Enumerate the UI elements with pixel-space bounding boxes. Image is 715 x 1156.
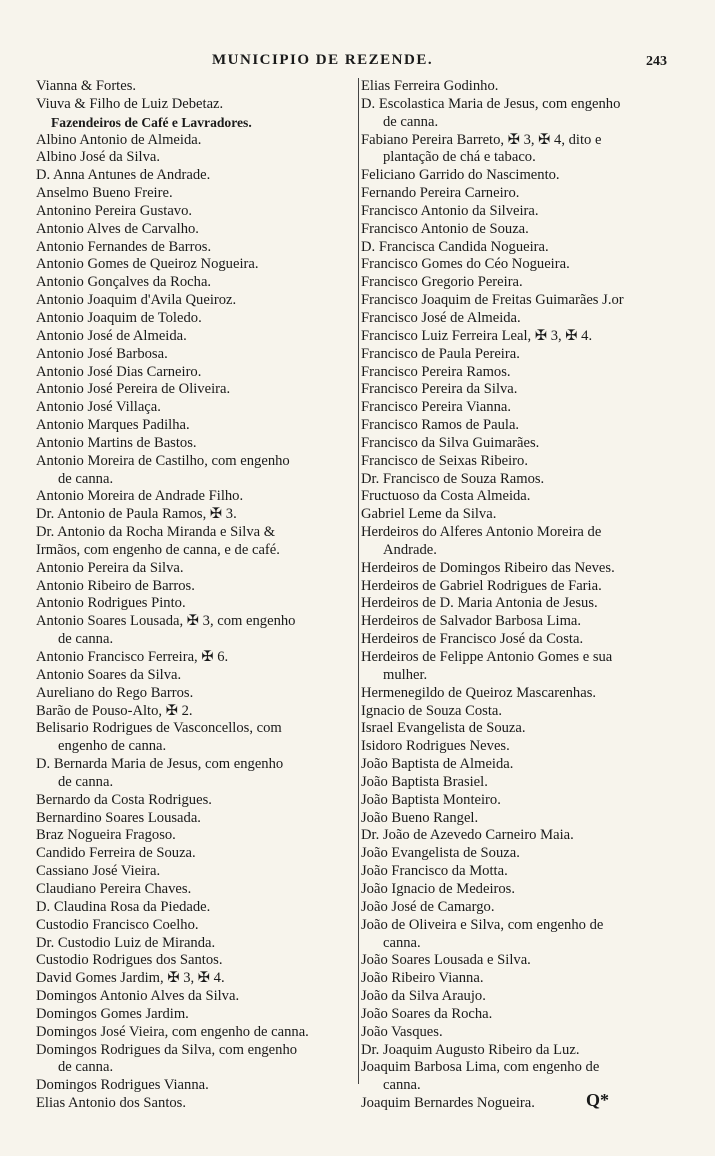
- list-item: Dr. Francisco de Souza Ramos.: [361, 470, 545, 487]
- list-item: Antonio Gonçalves da Rocha.: [36, 274, 212, 291]
- list-item: Viuva & Filho de Luiz Debetaz.: [36, 95, 224, 112]
- list-item: Braz Nogueira Fragoso.: [36, 827, 176, 844]
- list-item: Francisco Pereira da Silva.: [361, 381, 518, 398]
- list-item: Gabriel Leme da Silva.: [361, 506, 497, 523]
- list-item: Belisario Rodrigues de Vasconcellos, com: [36, 720, 282, 737]
- list-item: Joaquim Bernardes Nogueira.: [361, 1095, 535, 1112]
- list-item: Herdeiros do Alferes Antonio Moreira de: [361, 524, 602, 541]
- list-item: Candido Ferreira de Souza.: [36, 845, 196, 862]
- list-item: Joaquim Barbosa Lima, com engenho de: [361, 1059, 600, 1076]
- list-item: Antonio Soares Lousada, ✠ 3, com engenho: [36, 613, 296, 630]
- list-item: Francisco Luiz Ferreira Leal, ✠ 3, ✠ 4.: [361, 327, 593, 344]
- list-item: Aureliano do Rego Barros.: [36, 684, 194, 701]
- list-item: Domingos José Vieira, com engenho de canna.: [36, 1023, 309, 1040]
- list-item: Francisco de Seixas Ribeiro.: [361, 452, 528, 469]
- list-item: Elias Ferreira Godinho.: [361, 78, 499, 94]
- list-item: João Ignacio de Medeiros.: [361, 880, 515, 897]
- list-item: Dr. Joaquim Augusto Ribeiro da Luz.: [361, 1041, 580, 1058]
- list-item: Anselmo Bueno Freire.: [36, 185, 173, 202]
- list-item: João Soares Lousada e Silva.: [361, 952, 531, 969]
- list-item: Antonio Ribeiro de Barros.: [36, 577, 195, 594]
- list-item: Domingos Rodrigues Vianna.: [36, 1077, 209, 1094]
- list-item: João José de Camargo.: [361, 898, 495, 915]
- list-item: Dr. Custodio Luiz de Miranda.: [36, 934, 216, 951]
- list-item: Ignacio de Souza Costa.: [361, 702, 503, 719]
- list-item: D. Bernarda Maria de Jesus, com engenho: [36, 756, 284, 773]
- list-item: Antonio Pereira da Silva.: [36, 559, 184, 576]
- list-item: Domingos Rodrigues da Silva, com engenho: [36, 1041, 298, 1058]
- list-item: Herdeiros de Francisco José da Costa.: [361, 631, 584, 648]
- list-item: engenho de canna.: [58, 738, 167, 755]
- list-item: Francisco Joaquim de Freitas Guimarães J.or: [361, 292, 624, 309]
- list-item: Antonio Joaquim de Toledo.: [36, 309, 202, 326]
- list-item: Andrade.: [383, 541, 437, 558]
- list-item: Bernardino Soares Lousada.: [36, 809, 201, 826]
- list-item: Antonio Alves de Carvalho.: [36, 220, 199, 237]
- list-item: Antonio José Dias Carneiro.: [36, 363, 202, 380]
- list-item: Herdeiros de D. Maria Antonia de Jesus.: [361, 595, 598, 612]
- list-item: Francisco Ramos de Paula.: [361, 417, 520, 434]
- list-item: Antonio Martins de Bastos.: [36, 434, 197, 451]
- list-item: D. Escolastica Maria de Jesus, com engenho: [361, 95, 621, 112]
- list-item: Domingos Gomes Jardim.: [36, 1005, 189, 1022]
- list-item: de canna.: [383, 113, 439, 130]
- list-item: de canna.: [58, 1059, 114, 1076]
- list-item: Custodio Rodrigues dos Santos.: [36, 952, 223, 969]
- list-item: Antonio José Barbosa.: [36, 345, 168, 362]
- list-item: Herdeiros de Salvador Barbosa Lima.: [361, 613, 582, 630]
- list-item: canna.: [383, 1077, 421, 1094]
- left-column: [36, 78, 360, 1113]
- list-item: Francisco de Paula Pereira.: [361, 345, 520, 362]
- list-item: João da Silva Araujo.: [361, 988, 486, 1005]
- list-item: Custodio Francisco Coelho.: [36, 916, 199, 933]
- list-item: mulher.: [383, 666, 428, 683]
- list-item: Herdeiros de Gabriel Rodrigues de Faria.: [361, 577, 602, 594]
- list-item: D. Claudina Rosa da Piedade.: [36, 898, 211, 915]
- page-number: 243: [646, 54, 667, 69]
- list-item: Herdeiros de Felippe Antonio Gomes e sua: [361, 649, 613, 665]
- list-item: Antonio José de Almeida.: [36, 327, 187, 344]
- list-item: plantação de chá e tabaco.: [383, 149, 536, 166]
- right-column: [361, 78, 691, 1113]
- list-item: Barão de Pouso-Alto, ✠ 2.: [36, 702, 193, 719]
- list-item: Francisco Pereira Ramos.: [361, 363, 511, 380]
- list-item: Hermenegildo de Queiroz Mascarenhas.: [361, 684, 597, 701]
- list-item: Herdeiros de Domingos Ribeiro das Neves.: [361, 559, 615, 576]
- list-item: Claudiano Pereira Chaves.: [36, 880, 192, 897]
- list-item: Dr. Antonio de Paula Ramos, ✠ 3.: [36, 506, 237, 523]
- column-divider: [358, 78, 359, 1084]
- list-item: João Bueno Rangel.: [361, 809, 479, 826]
- list-item: João Evangelista de Souza.: [361, 845, 520, 862]
- list-item: Feliciano Garrido do Nascimento.: [361, 167, 560, 184]
- list-item: João Baptista Monteiro.: [361, 791, 501, 808]
- list-item: Irmãos, com engenho de canna, e de café.: [36, 541, 280, 558]
- list-item: Antonino Pereira Gustavo.: [36, 202, 193, 219]
- list-item: D. Francisca Candida Nogueira.: [361, 238, 549, 255]
- list-item: João Ribeiro Vianna.: [361, 970, 484, 987]
- list-item: João Baptista de Almeida.: [361, 756, 514, 773]
- list-item: João Vasques.: [361, 1023, 443, 1040]
- list-item: canna.: [383, 934, 421, 951]
- list-item: Antonio Soares da Silva.: [36, 666, 182, 683]
- list-item: Francisco José de Almeida.: [361, 309, 521, 326]
- list-item: Vianna & Fortes.: [36, 78, 137, 94]
- list-item: Israel Evangelista de Souza.: [361, 720, 526, 737]
- list-item: Francisco Gomes do Céo Nogueira.: [361, 256, 570, 273]
- list-item: Antonio Marques Padilha.: [36, 417, 190, 434]
- list-item: Dr. João de Azevedo Carneiro Maia.: [361, 827, 574, 844]
- list-item: Isidoro Rodrigues Neves.: [361, 738, 510, 755]
- list-item: Elias Antonio dos Santos.: [36, 1095, 186, 1112]
- list-item: Dr. Antonio da Rocha Miranda e Silva &: [36, 524, 276, 541]
- list-item: Domingos Antonio Alves da Silva.: [36, 988, 240, 1005]
- list-item: Antonio Joaquim d'Avila Queiroz.: [36, 292, 237, 309]
- list-item: Antonio Francisco Ferreira, ✠ 6.: [36, 649, 229, 665]
- list-item: Albino Antonio de Almeida.: [36, 131, 202, 148]
- list-item: Albino José da Silva.: [36, 149, 161, 166]
- list-item: Antonio Moreira de Castilho, com engenho: [36, 452, 290, 469]
- list-item: João Soares da Rocha.: [361, 1005, 493, 1022]
- list-item: de canna.: [58, 470, 114, 487]
- list-item: Francisco Gregorio Pereira.: [361, 274, 523, 291]
- list-item: de canna.: [58, 631, 114, 648]
- list-item: João de Oliveira e Silva, com engenho de: [361, 916, 604, 933]
- list-item: Bernardo da Costa Rodrigues.: [36, 791, 212, 808]
- list-item: Fernando Pereira Carneiro.: [361, 185, 520, 202]
- page-header: [0, 52, 715, 76]
- list-item: David Gomes Jardim, ✠ 3, ✠ 4.: [36, 970, 225, 987]
- list-item: Antonio José Villaça.: [36, 399, 161, 416]
- list-item: Antonio José Pereira de Oliveira.: [36, 381, 231, 398]
- list-item: Antonio Fernandes de Barros.: [36, 238, 212, 255]
- list-item: Antonio Gomes de Queiroz Nogueira.: [36, 256, 259, 273]
- list-item: Francisco da Silva Guimarães.: [361, 434, 540, 451]
- list-item: João Baptista Brasiel.: [361, 773, 488, 790]
- list-item: Fabiano Pereira Barreto, ✠ 3, ✠ 4, dito e: [361, 131, 602, 148]
- page-title: MUNICIPIO DE REZENDE.: [212, 52, 434, 68]
- list-item: Francisco Pereira Vianna.: [361, 399, 512, 416]
- list-item: Francisco Antonio da Silveira.: [361, 202, 539, 219]
- signature-mark: Q*: [586, 1090, 610, 1110]
- list-item: D. Anna Antunes de Andrade.: [36, 167, 211, 184]
- list-item: de canna.: [58, 773, 114, 790]
- section-heading: Fazendeiros de Café e Lavradores.: [51, 114, 252, 130]
- list-item: Fructuoso da Costa Almeida.: [361, 488, 531, 505]
- list-item: Antonio Moreira de Andrade Filho.: [36, 488, 244, 505]
- list-item: Antonio Rodrigues Pinto.: [36, 595, 186, 612]
- list-item: João Francisco da Motta.: [361, 863, 508, 880]
- list-item: Francisco Antonio de Souza.: [361, 220, 529, 237]
- list-item: Cassiano José Vieira.: [36, 863, 161, 880]
